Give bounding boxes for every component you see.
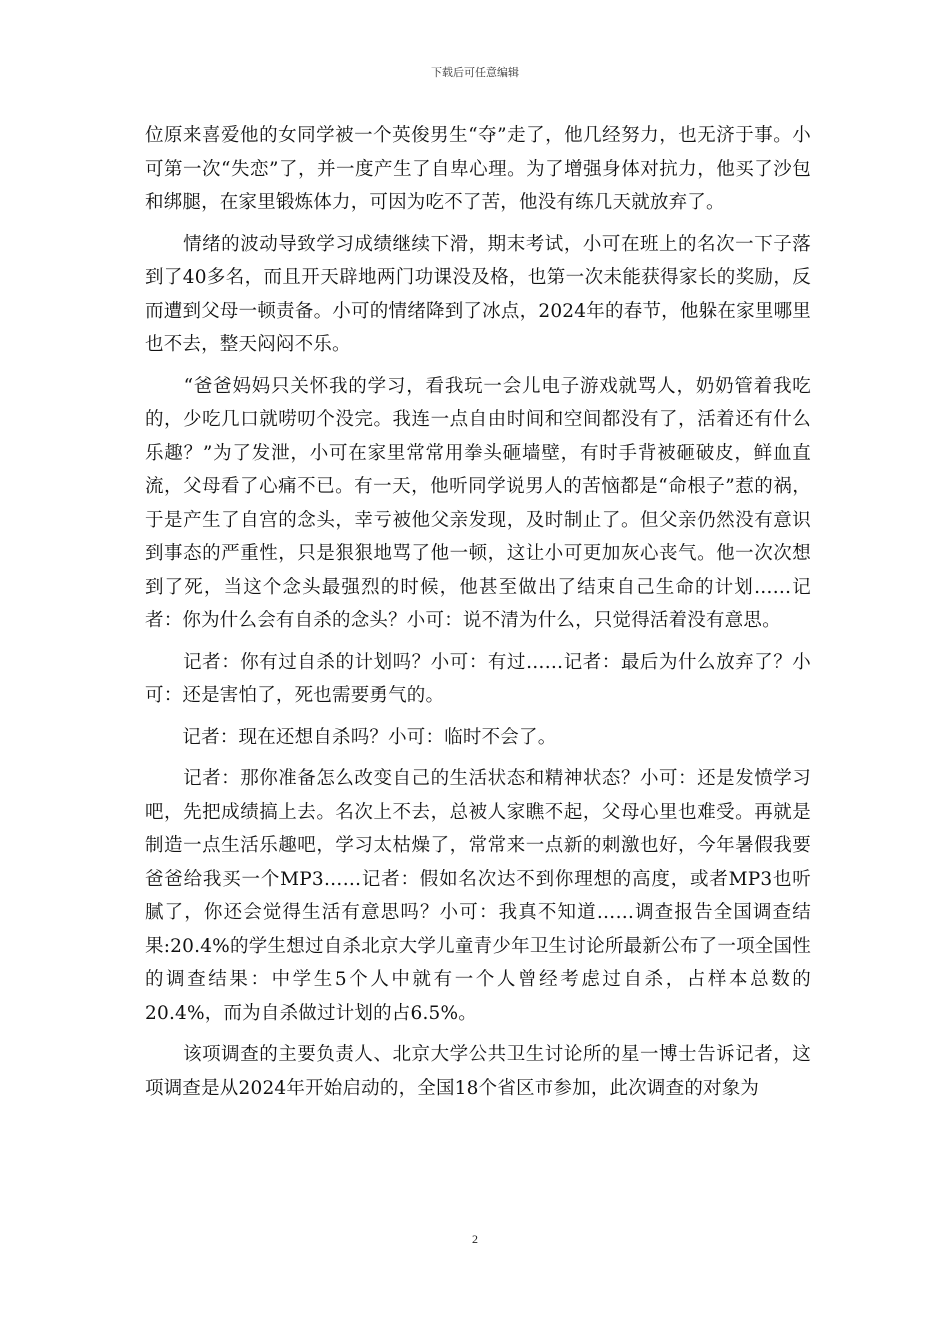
paragraph-7: 该项调查的主要负责人、北京大学公共卫生讨论所的星一博士告诉记者，这项调查是从2024年开始启动的，全国18个省区市参加，此次调查的对象为 bbox=[145, 1044, 811, 1099]
paragraph-4: 记者：你有过自杀的计划吗？小可：有过……记者：最后为什么放弃了？小可：还是害怕了，死也需要勇气的。 bbox=[145, 651, 811, 706]
paragraph-6: 记者：那你准备怎么改变自己的生活状态和精神状态？小可：还是发愤学习吧，先把成绩搞上去。名次上不去，总被人家瞧不起，父母心里也难受。再就是制造一点生活乐趣吧，学习太枯燥了，常常来一点新的刺激也好，今年暑假我要爸爸给我买一个MP3……记者：假如名次达不到你理想的高度，或者MP3也听腻了，你还会觉得生活有意思吗？小可：我真不知道……调查报告全国调查结果:20.4%的学生想过自杀北京大学儿童青少年卫生讨论所最新公布了一项全国性的调查结果：中学生5个人中就有一个人曾经考虑过自杀，占样本总数的20.4%，而为自杀做过计划的占6.5%。 bbox=[145, 768, 811, 1024]
paragraph-2: 情绪的波动导致学习成绩继续下滑，期末考试，小可在班上的名次一下子落到了40多名，而且开天辟地两门功课没及格，也第一次未能获得家长的奖励，反而遭到父母一顿责备。小可的情绪降到了冰点，2024年的春节，他躲在家里哪里也不去，整天闷闷不乐。 bbox=[145, 233, 811, 355]
paragraph-1: 位原来喜爱他的女同学被一个英俊男生“夺”走了，他几经努力，也无济于事。小可第一次“失恋”了，并一度产生了自卑心理。为了增强身体对抗力，他买了沙包和绑腿，在家里锻炼体力，可因为吃不了苦，他没有练几天就放弃了。 bbox=[145, 125, 811, 213]
document-body bbox=[145, 119, 811, 1113]
paragraph-3: “爸爸妈妈只关怀我的学习，看我玩一会儿电子游戏就骂人，奶奶管着我吃的，少吃几口就唠叨个没完。我连一点自由时间和空间都没有了，活着还有什么乐趣？”为了发泄，小可在家里常常用拳头砸墙壁，有时手背被砸破皮，鲜血直流，父母看了心痛不已。有一天，他听同学说男人的苦恼都是“命根子”惹的祸，于是产生了自宫的念头，幸亏被他父亲发现，及时制止了。但父亲仍然没有意识到事态的严重性，只是狠狠地骂了他一顿，这让小可更加灰心丧气。他一次次想到了死，当这个念头最强烈的时候，他甚至做出了结束自己生命的计划……记者：你为什么会有自杀的念头？小可：说不清为什么，只觉得活着没有意思。 bbox=[145, 375, 811, 631]
paragraph-5: 记者：现在还想自杀吗？小可：临时不会了。 bbox=[145, 726, 557, 748]
page-number: 2 bbox=[472, 1232, 478, 1246]
page-header: 下载后可任意编辑 bbox=[431, 66, 519, 79]
